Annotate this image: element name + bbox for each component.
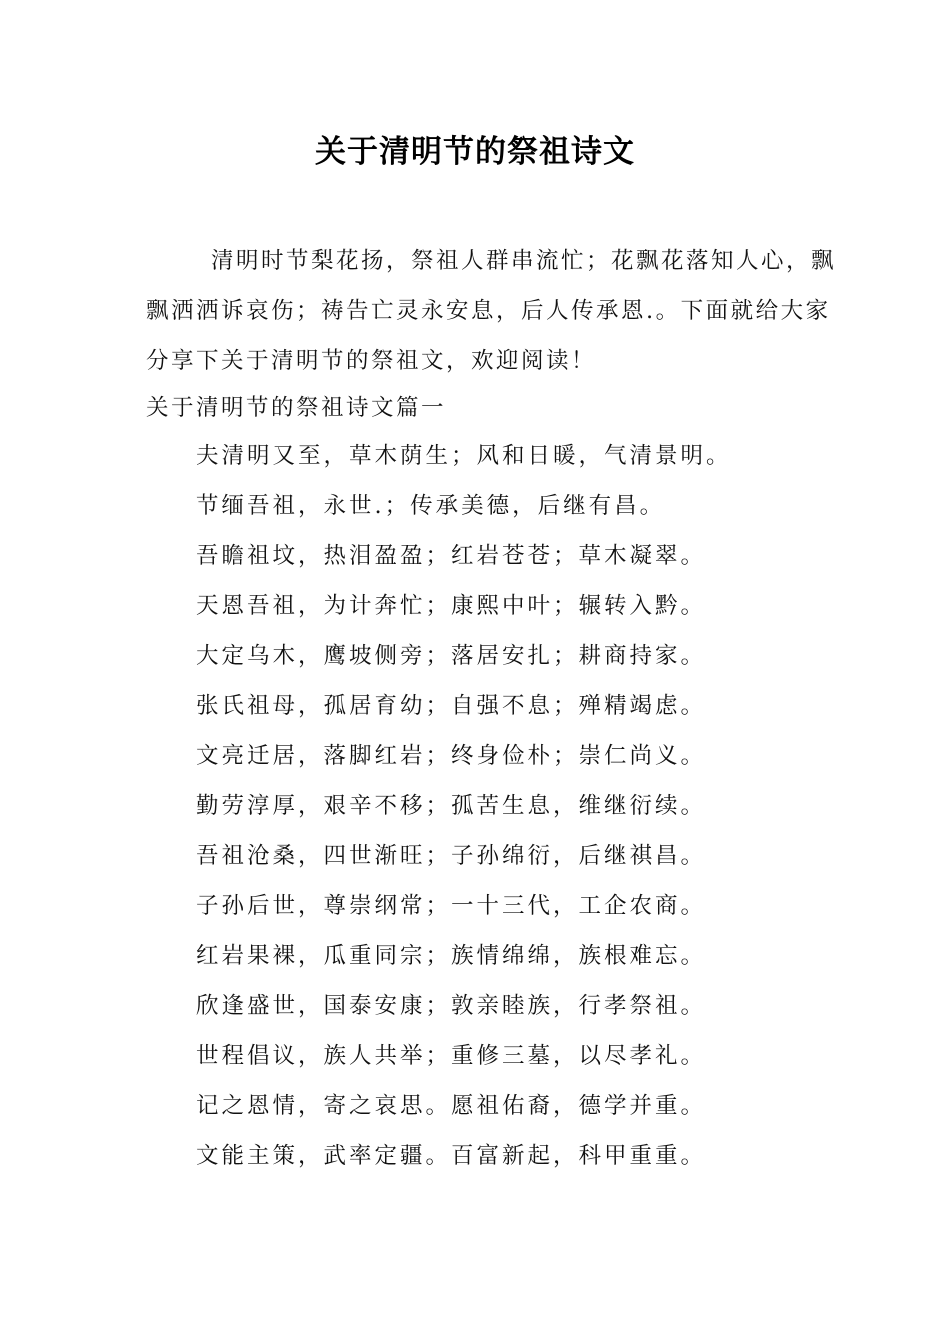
section-heading: 关于清明节的祭祖诗文篇一 xyxy=(146,395,447,421)
verse-line: 红岩果裸，瓜重同宗；族情绵绵，族根难忘。 xyxy=(196,943,707,969)
verse-line: 文亮迁居，落脚红岩；终身俭朴；崇仁尚义。 xyxy=(196,743,707,769)
verse-list xyxy=(196,434,836,1184)
verse-line: 世程倡议，族人共举；重修三墓，以尽孝礼。 xyxy=(196,1043,707,1069)
document-title: 关于清明节的祭祖诗文 xyxy=(315,134,635,170)
intro-paragraph: 清明时节梨花扬，祭祖人群串流忙；花飘花落知人心，飘飘洒洒诉哀伤；祷告亡灵永安息，后人传承恩.。下面就给大家分享下关于清明节的祭祖文，欢迎阅读！ xyxy=(146,248,837,374)
verse-line: 节缅吾祖，永世.；传承美德，后继有昌。 xyxy=(196,493,666,519)
verse-line: 吾瞻祖坟，热泪盈盈；红岩苍苍；草木凝翠。 xyxy=(196,543,707,569)
verse-line: 张氏祖母，孤居育幼；自强不息；殚精竭虑。 xyxy=(196,693,707,719)
verse-line: 夫清明又至，草木荫生；风和日暖，气清景明。 xyxy=(196,443,732,469)
verse-line: 记之恩情，寄之哀思。愿祖佑裔，德学并重。 xyxy=(196,1093,707,1119)
verse-line: 大定乌木，鹰坡侧旁；落居安扎；耕商持家。 xyxy=(196,643,707,669)
verse-line: 欣逢盛世，国泰安康；敦亲睦族，行孝祭祖。 xyxy=(196,993,707,1019)
verse-line: 天恩吾祖，为计奔忙；康熙中叶；辗转入黔。 xyxy=(196,593,707,619)
verse-line: 子孙后世，尊崇纲常；一十三代，工企农商。 xyxy=(196,893,707,919)
verse-line: 吾祖沧桑，四世渐旺；子孙绵衍，后继祺昌。 xyxy=(196,843,707,869)
verse-line: 文能主策，武率定疆。百富新起，科甲重重。 xyxy=(196,1143,707,1169)
verse-line: 勤劳淳厚，艰辛不移；孤苦生息，维继衍续。 xyxy=(196,793,707,819)
